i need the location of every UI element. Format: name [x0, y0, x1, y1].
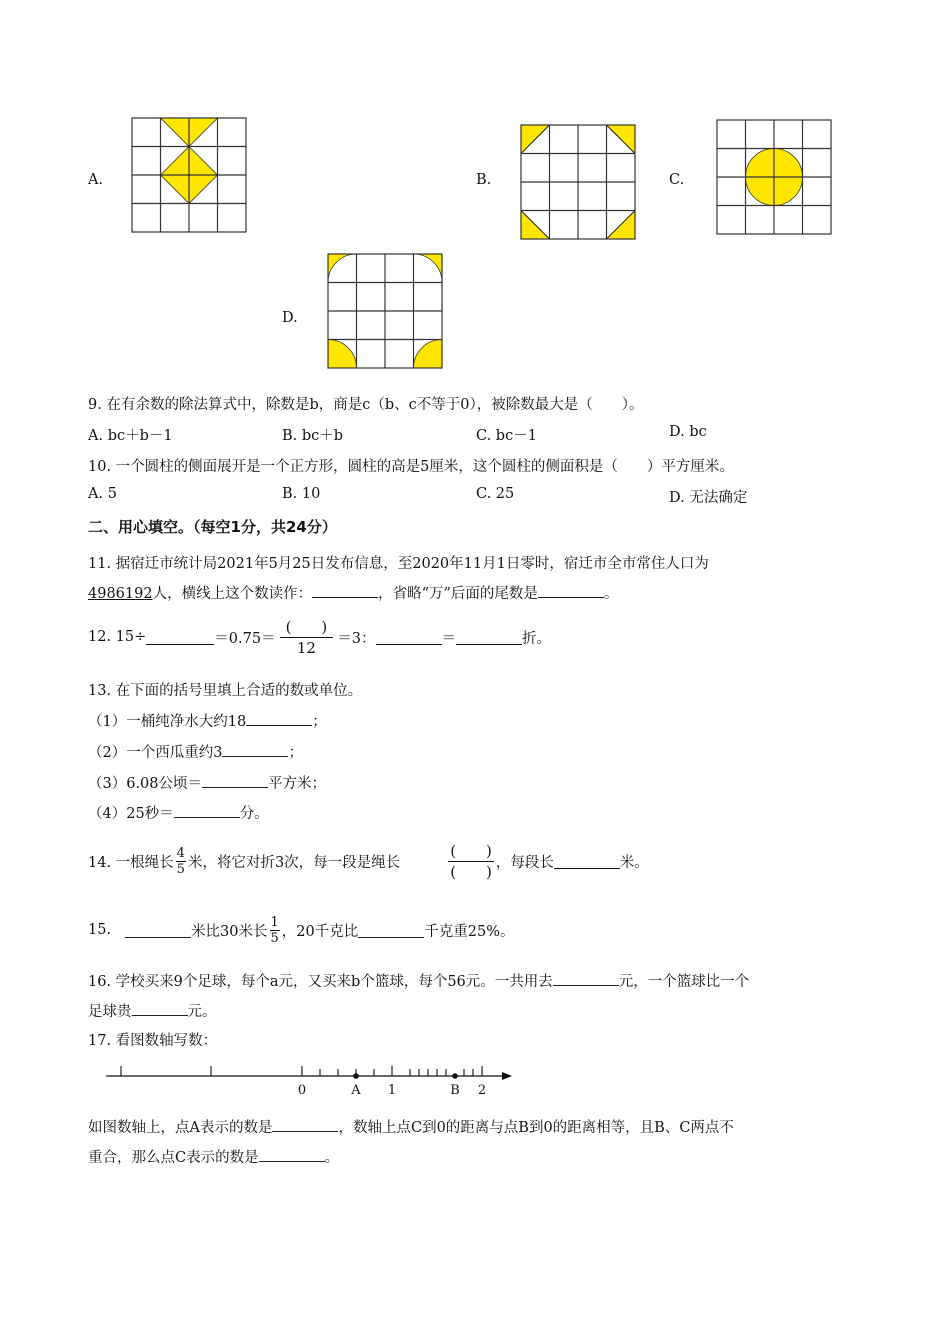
figure-a[interactable] [132, 118, 246, 232]
q13-blank-1[interactable] [246, 711, 312, 726]
q15-line: 15. 米比30米长 $\frac{1}{5}$ ，20千克比 千克重25%。 [88, 914, 515, 946]
q17-line-1: 如图数轴上，点A表示的数是 ，数轴上点C到0的距离与点B到0的距离相等，且B、C两点不 [88, 1116, 734, 1137]
figure-c[interactable] [717, 120, 831, 234]
axis-label-1: 1 [387, 1083, 397, 1098]
q12-line: 12. 15÷ ＝0.75＝ $\frac{( )}{12}$ ＝3： ＝ 折。 [88, 617, 552, 657]
figure-d-quarter-br [414, 340, 443, 369]
q11-number: 4986192 [88, 586, 153, 602]
axis-label-2: 2 [477, 1083, 487, 1098]
figure-c-grid [717, 120, 831, 234]
q17-blank-c[interactable] [259, 1147, 325, 1162]
q14-line: 14. 一根绳长 $\frac{4}{5}$ 米，将它对折3次，每一段是绳长 $\frac{( )}{( )}$ ，每段长 米。 [88, 841, 649, 881]
q17-blank-a[interactable] [272, 1117, 338, 1132]
q16-line-1: 16. 学校买来9个足球，每个a元，又买来b个篮球，每个56元。一共用去 元，一个篮球比一个 [88, 970, 749, 991]
q11-blank-reading[interactable] [312, 583, 378, 598]
q14-blank-den[interactable]: ( ) [450, 862, 492, 881]
figure-d-quarter-tl [328, 254, 357, 283]
number-line-point-b [452, 1073, 458, 1079]
q13-item-4: （4）25秒＝ 分。 [88, 802, 269, 823]
q11-line-2: 4986192人，横线上这个数读作： ，省略“万”后面的尾数是 。 [88, 582, 618, 603]
q13-item-1: （1）一桶纯净水大约18 ； [88, 710, 327, 731]
q10-stem: 10. 一个圆柱的侧面展开是一个正方形，圆柱的高是5厘米，这个圆柱的侧面积是（ ）平方厘米。 [88, 459, 734, 475]
q16-line-2: 足球贵 元。 [88, 1000, 217, 1021]
q12-blank-discount[interactable] [456, 630, 522, 645]
q11-line-1: 11. 据宿迁市统计局2021年5月25日发布信息，至2020年11月1日零时，宿迁市全市常住人口为 [88, 556, 709, 572]
q15-fraction: $\frac{1}{5}$ [270, 914, 279, 946]
q9-option-a[interactable]: A. bc＋b－1 [88, 428, 173, 444]
q14-blank-num[interactable]: ( ) [450, 841, 492, 860]
q12-fraction [280, 617, 334, 658]
q12-fraction-num[interactable]: ( ) [280, 617, 334, 638]
figure-a-grid [132, 118, 246, 232]
axis-label-a: A [351, 1083, 361, 1098]
q12-fraction-den: 12 [296, 638, 316, 657]
q17-intro: 17. 看图数轴写数： [88, 1033, 218, 1049]
q17-line-2: 重合，那么点C表示的数是 。 [88, 1146, 339, 1167]
axis-label-b: B [450, 1083, 460, 1098]
number-line-ticks [121, 1066, 482, 1076]
q13-intro: 13. 在下面的括号里填上合适的数或单位。 [88, 683, 363, 699]
q9-option-c[interactable]: C. bc－1 [476, 428, 537, 444]
q10-option-c[interactable]: C. 25 [476, 486, 515, 502]
figure-d[interactable] [328, 254, 442, 368]
figure-b-grid [521, 125, 635, 239]
number-line-arrow [502, 1072, 512, 1080]
q14-fraction-blank [448, 841, 494, 882]
option-c-label[interactable]: C. [669, 172, 685, 188]
q16-blank-diff[interactable] [132, 1001, 188, 1016]
q12-blank-ratio[interactable] [376, 630, 442, 645]
figure-d-quarter-bl [328, 340, 357, 369]
q14-blank-length[interactable] [554, 854, 620, 869]
q14-fraction-length: $\frac{4}{5}$ [176, 845, 185, 877]
q11-blank-approx[interactable] [538, 583, 604, 598]
section-2-heading: 二、用心填空。（每空1分，共24分） [88, 518, 337, 536]
number-line [100, 1058, 520, 1100]
option-b-label[interactable]: B. [476, 172, 492, 188]
figure-d-quarter-tr [414, 254, 443, 283]
q10-option-a[interactable]: A. 5 [88, 486, 117, 502]
q15-blank-kg[interactable] [358, 923, 424, 938]
q13-item-2: （2）一个西瓜重约3 ； [88, 741, 303, 762]
q13-blank-2[interactable] [222, 742, 288, 757]
axis-label-0: 0 [297, 1083, 307, 1098]
q13-blank-4[interactable] [174, 803, 240, 818]
q10-option-b[interactable]: B. 10 [282, 486, 321, 502]
q13-item-3: （3）6.08公顷＝ 平方米； [88, 772, 326, 793]
option-a-label[interactable]: A. [88, 172, 104, 188]
figure-b[interactable] [521, 125, 635, 239]
q15-blank-meters[interactable] [125, 923, 191, 938]
number-line-point-a [353, 1073, 359, 1079]
option-d-label[interactable]: D. [282, 310, 298, 326]
q16-blank-total[interactable] [553, 971, 619, 986]
q10-option-d[interactable]: D. 无法确定 [669, 490, 748, 506]
q12-blank-divisor[interactable] [146, 630, 214, 645]
q9-option-b[interactable]: B. bc＋b [282, 428, 344, 444]
q13-blank-3[interactable] [202, 773, 268, 788]
q9-option-d[interactable]: D. bc [669, 424, 707, 440]
q9-stem: 9. 在有余数的除法算式中，除数是b，商是c（b、c不等于0），被除数最大是（ ）。 [88, 397, 644, 413]
